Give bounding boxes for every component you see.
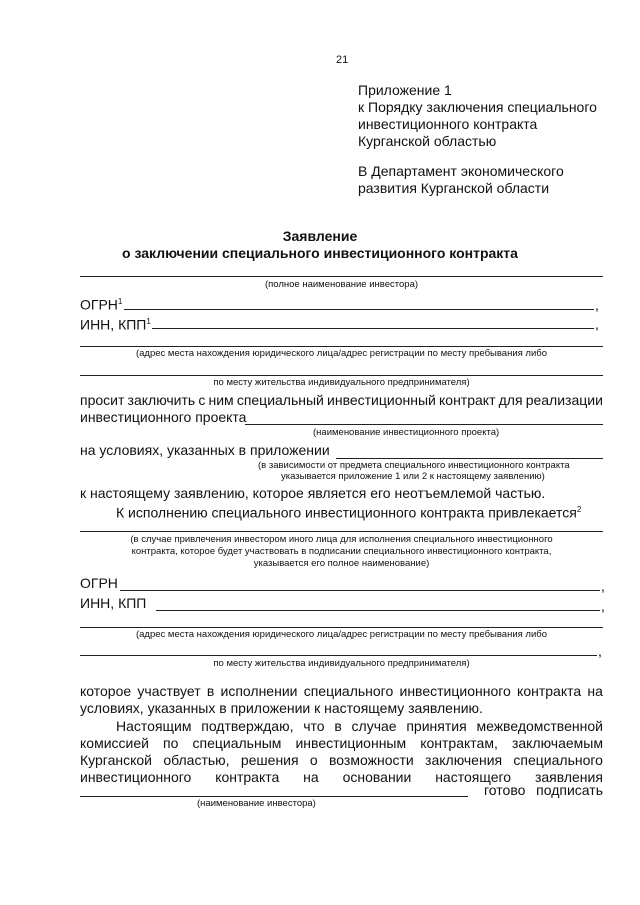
- word: на: [587, 683, 603, 699]
- word: межведомственной: [476, 718, 603, 734]
- word: областью,: [163, 752, 230, 768]
- address-field[interactable]: [80, 346, 603, 347]
- paragraph-line: к настоящему заявлению, которое является его неотъемлемой частью.: [80, 485, 546, 501]
- annex-caption: (в зависимости от предмета специального инвестиционного контракта: [258, 460, 570, 471]
- word: Курганской: [80, 752, 152, 768]
- footnote-mark: 1: [146, 317, 151, 326]
- word: заявления: [534, 769, 603, 785]
- paragraph-line: [484, 782, 603, 799]
- comma: ,: [598, 643, 602, 659]
- word: исполнении: [220, 683, 298, 699]
- footnote-mark: 1: [117, 297, 123, 306]
- appendix-line: Приложение 1: [358, 82, 452, 98]
- comma: ,: [601, 578, 605, 594]
- address-caption: (адрес места нахождения юридического лица/адрес регистрации по месту пребывания либо: [135, 348, 547, 359]
- word: случае: [351, 718, 397, 734]
- word: специальным: [192, 735, 282, 751]
- word: с: [198, 392, 206, 408]
- paragraph-line: условиях, указанных в приложении к настоящему заявлению.: [80, 700, 483, 716]
- word: комиссией: [80, 735, 149, 751]
- paragraph-line: [80, 735, 603, 752]
- inn-kpp-field[interactable]: [156, 610, 600, 611]
- word: что: [303, 718, 325, 734]
- word: подписать: [536, 782, 603, 798]
- comma: ,: [595, 297, 599, 313]
- address-field[interactable]: [80, 627, 603, 628]
- address-field-2[interactable]: [80, 655, 597, 656]
- word: основании: [342, 769, 412, 785]
- paragraph-text: К исполнению специального инвестиционного контракта привлекается: [116, 504, 577, 521]
- word: принятия: [406, 718, 467, 734]
- address-caption: (адрес места нахождения юридического лица/адрес регистрации по месту пребывания либо: [135, 629, 547, 640]
- word: специальный: [236, 392, 324, 408]
- word: инвестиционного: [80, 769, 192, 785]
- investor-name-caption: (полное наименование инвестора): [264, 279, 419, 290]
- appendix-line: инвестиционного контракта: [358, 116, 538, 132]
- project-name-field[interactable]: [245, 424, 603, 425]
- word: в: [334, 718, 342, 734]
- title-line: Заявление: [282, 228, 358, 244]
- paragraph-line: [80, 392, 603, 409]
- other-party-caption-3: указывается его полное наименование): [253, 558, 430, 569]
- addressee-line: развития Курганской области: [358, 180, 550, 196]
- word: контракт: [439, 392, 496, 408]
- word: в: [206, 683, 215, 699]
- word: по: [163, 735, 179, 751]
- word: на: [303, 769, 319, 785]
- address-caption-2: по месту жительства индивидуального предпринимателя): [213, 377, 470, 388]
- title: [0, 228, 640, 262]
- inn-kpp-label-text: ИНН, КПП: [80, 316, 147, 333]
- ogrn-field[interactable]: [124, 309, 594, 310]
- comma: ,: [595, 316, 599, 332]
- word: просит: [80, 392, 125, 408]
- paragraph-line: [80, 683, 603, 700]
- project-label: инвестиционного проекта: [80, 409, 247, 425]
- page-number: 21: [336, 54, 349, 66]
- investor-name-caption: (наименование инвестора): [197, 798, 316, 809]
- investor-signature-field[interactable]: [80, 796, 468, 797]
- word: для: [498, 392, 523, 408]
- paragraph-line: [80, 752, 603, 769]
- word: возможности: [329, 752, 414, 768]
- addressee-line: В Департамент экономического: [358, 163, 564, 179]
- word: инвестиционным: [295, 735, 407, 751]
- address-field-2[interactable]: [80, 375, 603, 376]
- word: заключаемым: [511, 735, 603, 751]
- annex-caption-2: указывается приложение 1 или 2 к настоящему заявлению): [281, 471, 545, 482]
- word: контракта: [517, 683, 582, 699]
- other-party-caption: (в случае привлечения инвестором иного лица для исполнения специального инвестиционного: [130, 534, 553, 545]
- word: заключить: [127, 392, 196, 408]
- word: о: [309, 752, 318, 768]
- word: специального: [513, 752, 603, 768]
- word: инвестиционного: [399, 683, 511, 699]
- title-line: о заключении специального инвестиционного контракта: [122, 245, 518, 261]
- ogrn-label: [80, 293, 122, 314]
- inn-kpp-label: ИНН, КПП: [80, 595, 147, 611]
- word: участвует: [137, 683, 201, 699]
- ogrn-label-text: ОГРН: [80, 296, 118, 313]
- annex-field[interactable]: [336, 458, 603, 459]
- other-party-field[interactable]: [80, 531, 603, 532]
- ogrn-field[interactable]: [120, 590, 600, 591]
- addressee-block: [358, 163, 564, 197]
- word: заключения: [425, 752, 503, 768]
- word: специального: [303, 683, 394, 699]
- word: Настоящим: [116, 718, 192, 734]
- appendix-line: к Порядку заключения специального: [358, 99, 597, 115]
- word: которое: [80, 683, 132, 699]
- word: контракта: [215, 769, 280, 785]
- word: реализации: [525, 392, 603, 408]
- word: инвестиционный: [327, 392, 436, 408]
- word: настоящего: [435, 769, 512, 785]
- footnote-mark: 2: [576, 505, 582, 514]
- other-party-caption-2: контракта, которое будет участвовать в подписании специального инвестиционного контракта,: [131, 546, 552, 557]
- project-name-caption: (наименование инвестиционного проекта): [313, 427, 500, 438]
- word: готово: [484, 782, 526, 798]
- conditions-label: на условиях, указанных в приложении: [80, 442, 330, 458]
- appendix-line: Курганской областью: [358, 133, 497, 149]
- word: решения: [240, 752, 299, 768]
- comma: ,: [601, 598, 605, 614]
- ogrn-label: ОГРН: [80, 575, 118, 591]
- appendix-block: [358, 82, 597, 150]
- address-caption-2: по месту жительства индивидуального предпринимателя): [213, 658, 470, 669]
- investor-name-field[interactable]: [80, 276, 603, 277]
- paragraph-line: [116, 718, 603, 735]
- inn-kpp-field[interactable]: [152, 328, 594, 329]
- word: контрактам,: [420, 735, 498, 751]
- word: ним: [208, 392, 234, 408]
- word: подтверждаю,: [201, 718, 294, 734]
- inn-kpp-label: [80, 313, 151, 334]
- paragraph-line: [116, 501, 581, 522]
